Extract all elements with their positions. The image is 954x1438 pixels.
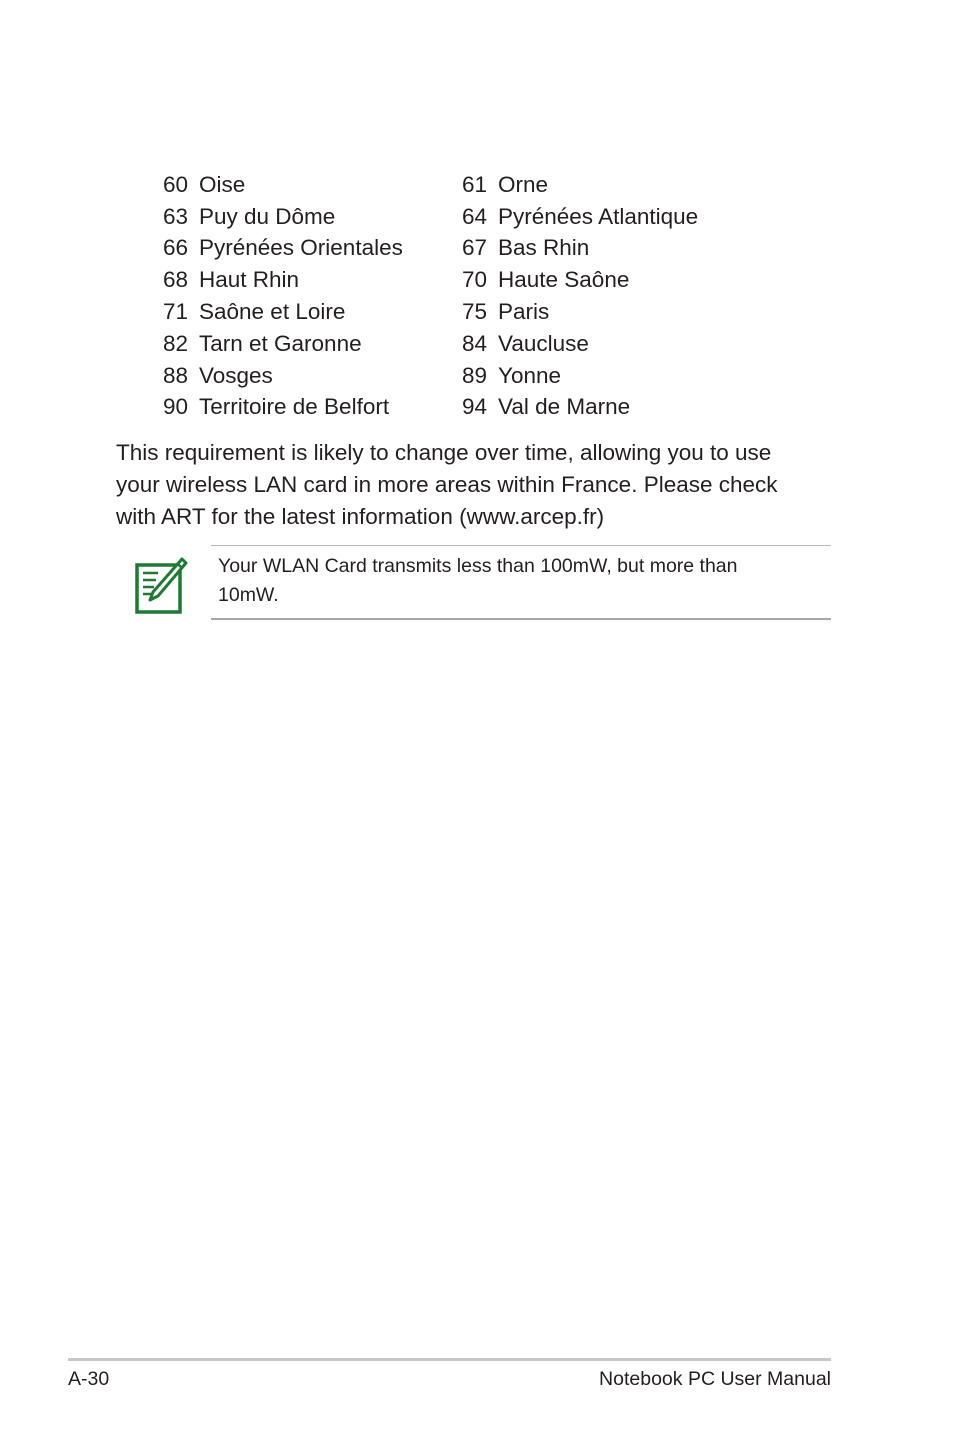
page-number: A-30 — [68, 1368, 110, 1390]
department-code: 89 — [462, 362, 488, 388]
department-name: Saône et Loire — [199, 299, 346, 325]
department-code: 90 — [163, 394, 189, 420]
department-entry — [462, 363, 561, 389]
department-name: Vaucluse — [498, 330, 589, 356]
paragraph-line: your wireless LAN card in more areas within France. Please check — [116, 472, 778, 497]
department-row — [163, 233, 763, 265]
department-entry — [462, 299, 549, 325]
department-row — [163, 169, 763, 201]
department-code: 75 — [462, 299, 488, 325]
department-entry — [163, 363, 462, 389]
department-name: Bas Rhin — [498, 235, 590, 261]
department-name: Pyrénées Atlantique — [498, 203, 699, 229]
department-code: 68 — [163, 267, 189, 293]
department-code: 66 — [163, 235, 189, 261]
department-row — [163, 201, 763, 233]
department-code: 64 — [462, 203, 488, 229]
note-text — [218, 552, 818, 610]
department-row — [163, 360, 763, 392]
department-name: Pyrénées Orientales — [199, 235, 403, 261]
department-name: Oise — [199, 171, 246, 197]
requirement-paragraph — [116, 437, 836, 533]
department-entry — [163, 204, 462, 230]
department-entry — [462, 267, 629, 293]
department-name: Yonne — [498, 362, 561, 388]
department-code: 63 — [163, 203, 189, 229]
department-name: Haut Rhin — [199, 267, 300, 293]
department-entry — [462, 235, 589, 261]
department-entry — [163, 172, 462, 198]
department-code: 60 — [163, 171, 189, 197]
footer-divider — [68, 1358, 831, 1361]
department-entry — [462, 172, 548, 198]
paragraph-line: This requirement is likely to change over time, allowing you to use — [116, 440, 772, 465]
department-name: Tarn et Garonne — [199, 330, 362, 356]
department-code: 71 — [163, 299, 189, 325]
department-code: 67 — [462, 235, 488, 261]
department-entry — [163, 394, 462, 420]
department-name: Orne — [498, 171, 549, 197]
department-row — [163, 264, 763, 296]
department-entry — [462, 394, 630, 420]
department-row — [163, 392, 763, 424]
department-entry — [163, 267, 462, 293]
note-pencil-icon — [134, 556, 188, 616]
note-box — [211, 545, 831, 620]
department-entry — [163, 331, 462, 357]
department-name: Puy du Dôme — [199, 203, 336, 229]
department-row — [163, 328, 763, 360]
manual-title: Notebook PC User Manual — [599, 1368, 831, 1390]
department-entry — [462, 331, 589, 357]
note-line: 10mW. — [218, 584, 279, 606]
department-entry — [163, 235, 462, 261]
department-code: 94 — [462, 394, 488, 420]
note-line: Your WLAN Card transmits less than 100mW, but more than — [218, 555, 738, 577]
department-code: 88 — [163, 362, 189, 388]
department-code: 61 — [462, 171, 488, 197]
department-entry — [462, 204, 698, 230]
department-code: 82 — [163, 330, 189, 356]
department-name: Haute Saône — [498, 267, 630, 293]
department-row — [163, 296, 763, 328]
department-name: Territoire de Belfort — [199, 394, 390, 420]
department-name: Vosges — [199, 362, 273, 388]
department-name: Val de Marne — [498, 394, 631, 420]
department-code: 84 — [462, 330, 488, 356]
department-list — [163, 169, 763, 423]
department-code: 70 — [462, 267, 488, 293]
department-entry — [163, 299, 462, 325]
paragraph-line: with ART for the latest information (www.arcep.fr) — [116, 504, 605, 529]
department-name: Paris — [498, 299, 550, 325]
